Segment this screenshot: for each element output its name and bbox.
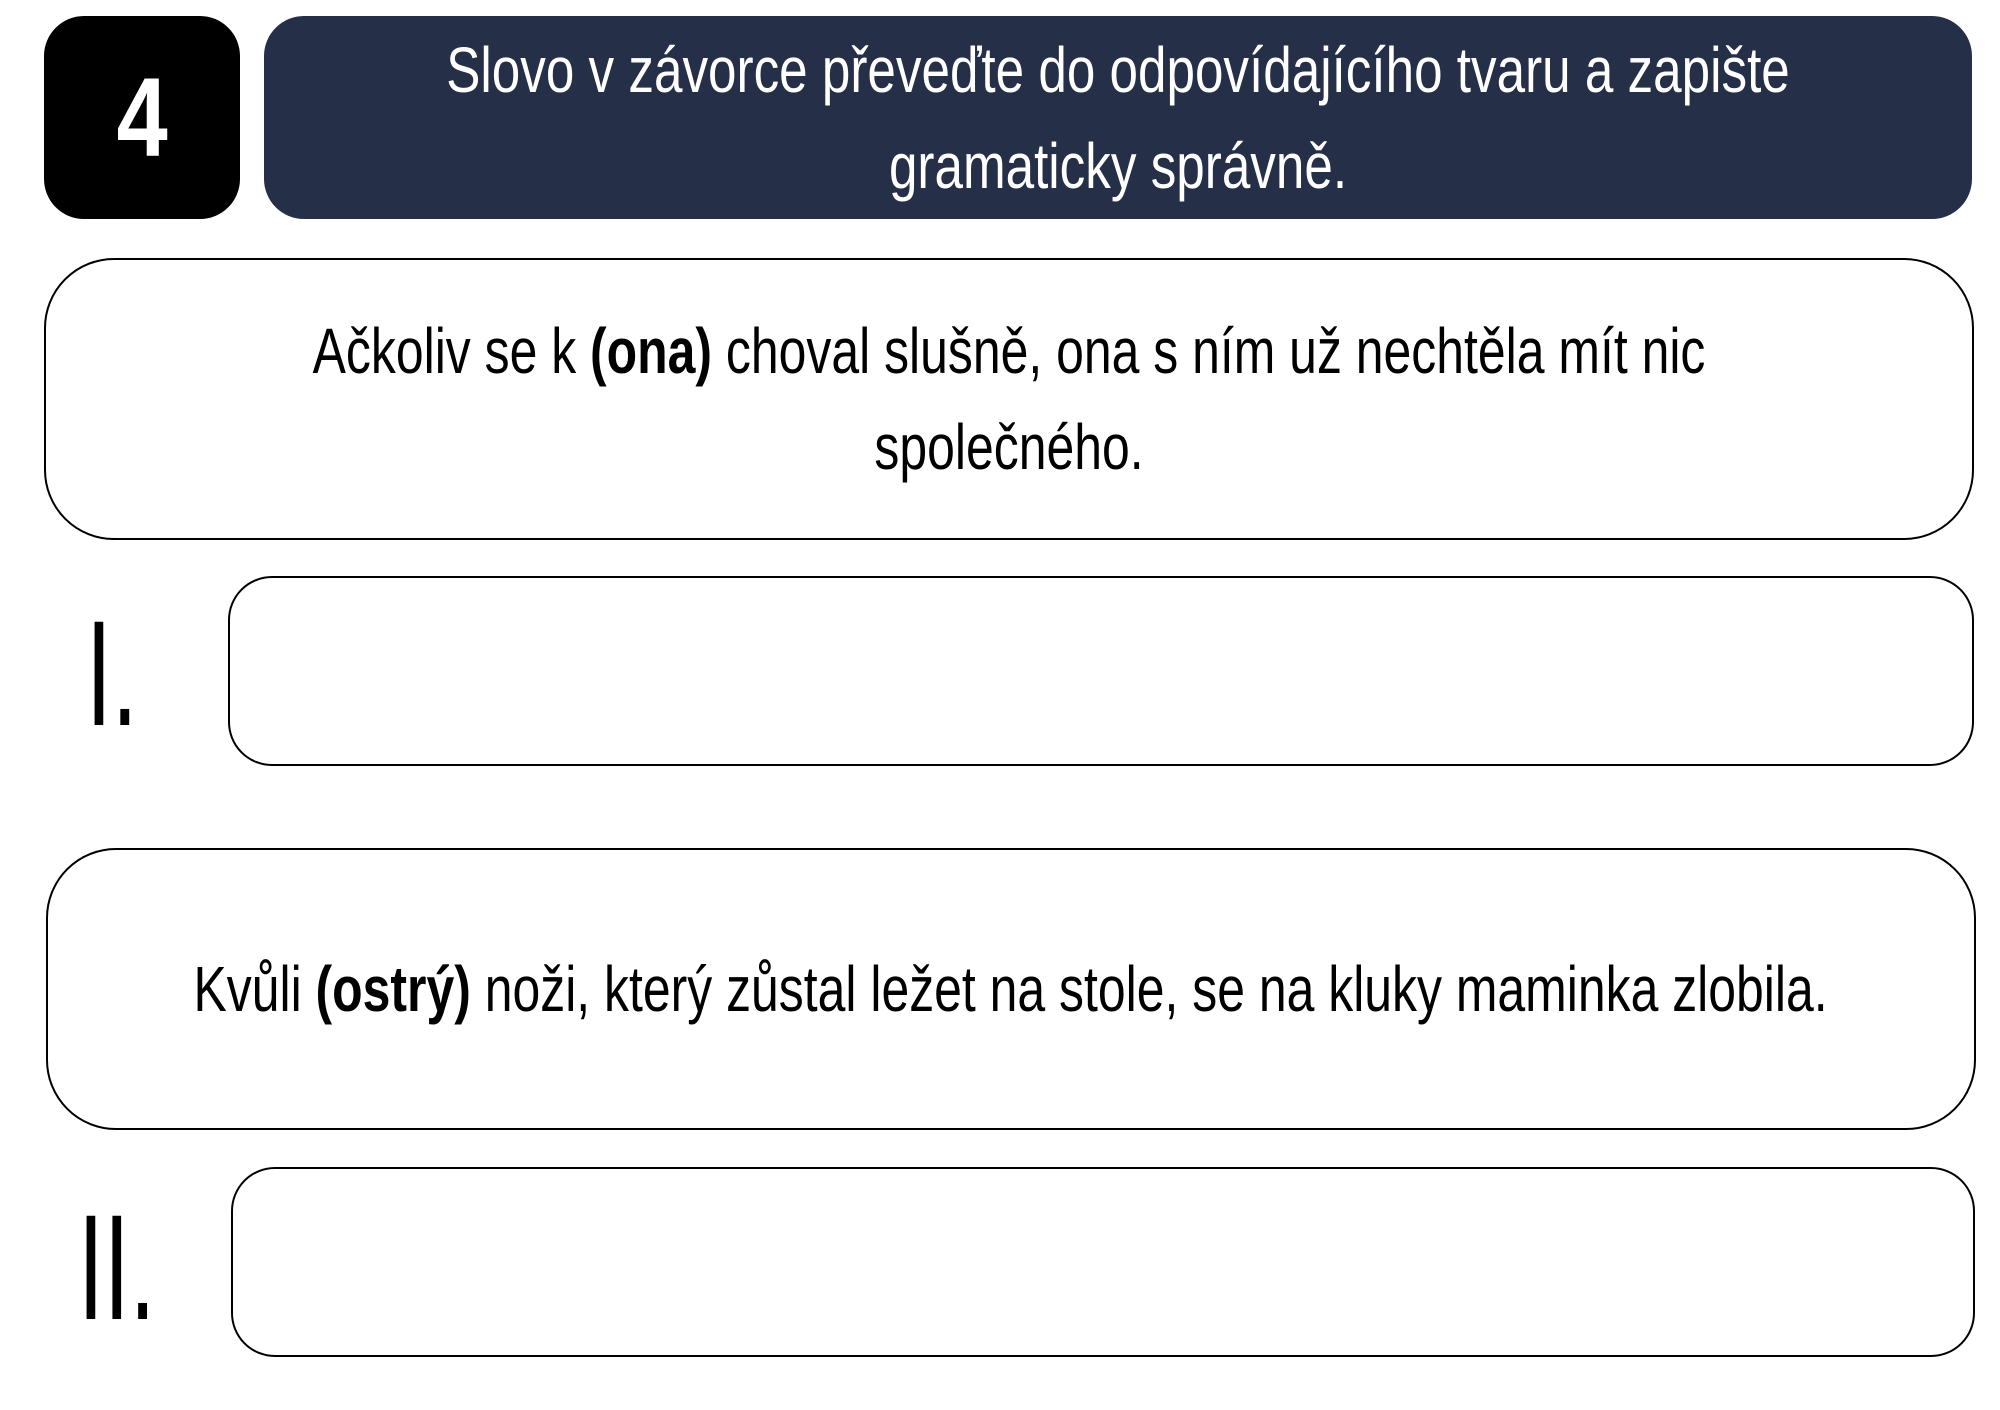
sentence-1 — [258, 303, 1760, 495]
item-label-1: I. — [86, 589, 138, 757]
sentence-1-before: Ačkoliv se k — [312, 315, 591, 387]
sentence-2 — [194, 941, 1828, 1037]
sentence-2-keyword: (ostrý) — [315, 953, 472, 1025]
sentence-1-after: choval slušně, ona s ním už nechtěla mít nic společného. — [712, 315, 1706, 483]
item-label-2: II. — [78, 1183, 156, 1351]
instruction-banner — [264, 16, 1972, 219]
task-number: 4 — [116, 55, 168, 180]
sentence-box-2 — [46, 848, 1976, 1130]
sentence-2-after: noži, který zůstal ležet na stole, se na kluky maminka zlobila. — [471, 953, 1829, 1025]
task-number-badge — [44, 16, 240, 219]
sentence-2-before: Kvůli — [193, 953, 316, 1025]
sentence-1-keyword: (ona) — [590, 315, 713, 387]
answer-field-1[interactable] — [228, 576, 1974, 766]
instruction-text: Slovo v závorce převeďte do odpovídajícího tvaru a zapište gramaticky správně. — [446, 33, 1790, 202]
answer-field-2[interactable] — [231, 1167, 1975, 1357]
sentence-box-1 — [44, 258, 1974, 540]
